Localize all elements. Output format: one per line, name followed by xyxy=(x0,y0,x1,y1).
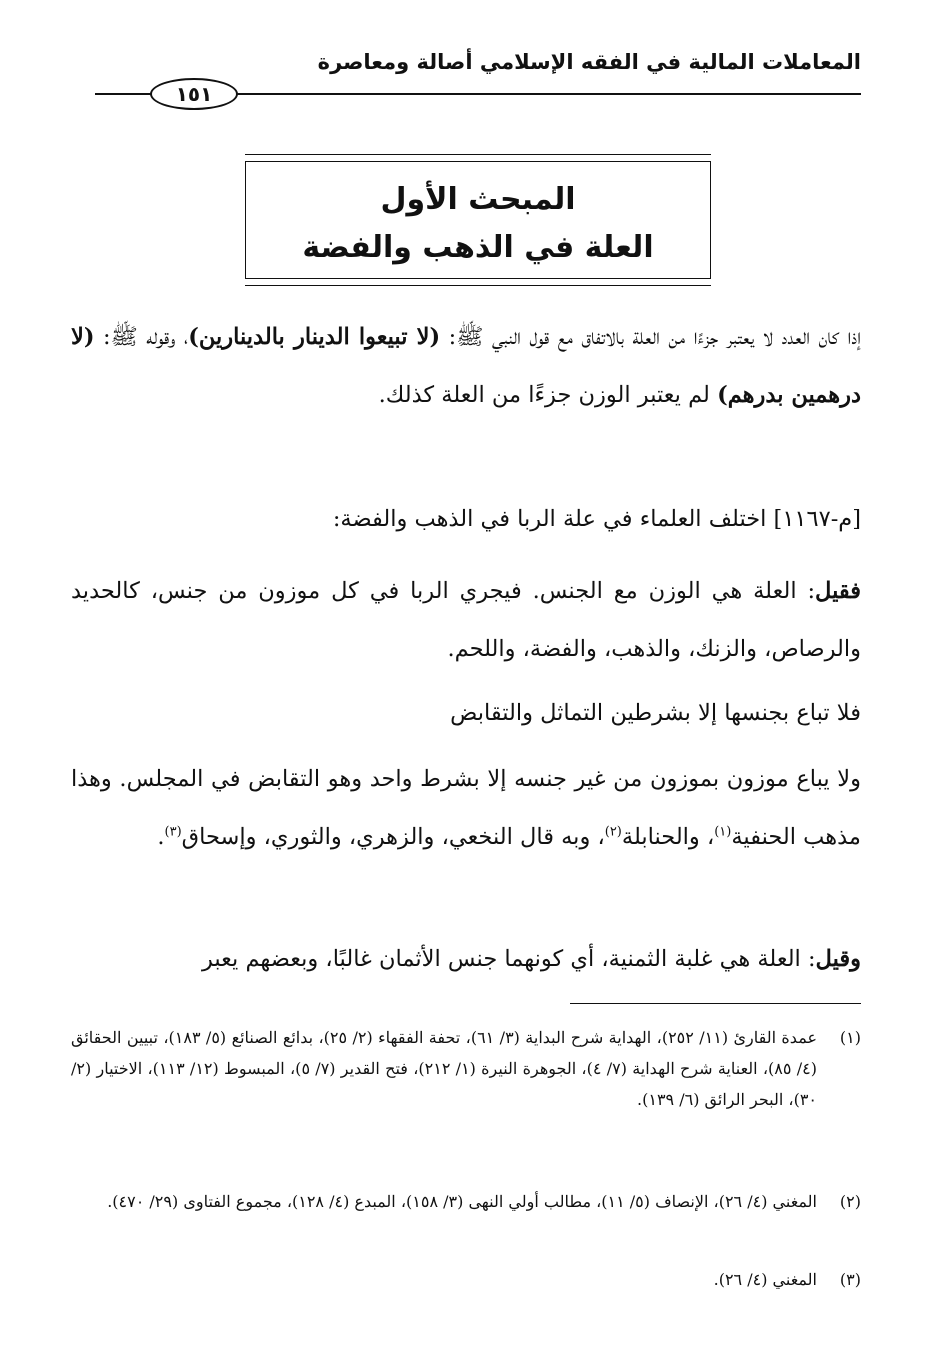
view-lead: فقيل xyxy=(815,578,861,604)
footnote-text: عمدة القارئ (١١/ ٢٥٢)، الهداية شرح البداية (٣/ ٦١)، تحفة الفقهاء (٢/ ٢٥)، بدائع الصنائع (٥/ ١٨٣)، تبيين الحقائق (٤/ ٨٥)، العناية شرح الهداية (٧/ ٤)، الجوهرة النيرة (١/ ٢١٢)، فتح القدير (٧/ ٥)، المبسوط (١٢/ ١١٣)، الاختيار (٢/ ٣٠)، البحر الرائق (٦/ ١٣٩). xyxy=(71,1028,818,1109)
section-title-box xyxy=(245,154,711,286)
paragraph-text: إذا كان العدد لا يعتبر جزءًا من العلة بالاتفاق مع قول النبي ﷺ: xyxy=(440,324,861,350)
paragraph-condition: فلا تباع بجنسها إلا بشرطين التماثل والتقابض xyxy=(450,700,861,726)
paragraph-issue: [م-١١٦٧] اختلف العلماء في علة الربا في الذهب والفضة: xyxy=(332,506,861,532)
footnote-1 xyxy=(71,1022,861,1115)
footnote-ref: (٢) xyxy=(604,824,622,840)
section-title-frame xyxy=(245,161,711,279)
footnote-text: المغني (٤/ ٢٦). xyxy=(713,1270,817,1289)
footnote-rule xyxy=(570,1003,861,1004)
paragraph-second-view xyxy=(71,930,861,988)
section-title: المبحث الأول xyxy=(380,182,576,217)
paragraph-text: . xyxy=(157,824,165,850)
paragraph-intro xyxy=(71,308,861,424)
paragraph-first-view xyxy=(71,562,861,678)
paragraph-text: : العلة هي الوزن مع الجنس. فيجري الربا في كل موزون من جنس، كالحديد والرصاص، والزنك، والذهب، والفضة، واللحم. xyxy=(71,578,861,662)
paragraph-text: لم يعتبر الوزن جزءًا من العلة كذلك. xyxy=(378,382,718,408)
footnote-number: (١) xyxy=(839,1028,861,1047)
footnote-3 xyxy=(71,1264,861,1295)
footnote-number: (٢) xyxy=(839,1192,861,1211)
hadith-quote: (لا درهمين بدرهم) xyxy=(71,324,861,408)
paragraph-text: ، وبه قال النخعي، والزهري، والثوري، وإسحاق xyxy=(181,824,605,850)
footnote-ref: (١) xyxy=(714,824,732,840)
footnote-ref: (٣) xyxy=(164,824,182,840)
running-header-title: المعاملات المالية في الفقه الإسلامي أصالة ومعاصرة xyxy=(317,50,861,74)
footnote-text: المغني (٤/ ٢٦)، الإنصاف (٥/ ١١)، مطالب أولي النهى (٣/ ١٥٨)، المبدع (٤/ ١٢٨)، مجموع الفتاوى (٢٩/ ٤٧٠). xyxy=(107,1192,817,1211)
view-lead: وقيل xyxy=(815,946,861,972)
paragraph-text: ولا يباع موزون بموزون من غير جنسه إلا بشرط واحد وهو التقابض في المجلس. وهذا مذهب الحنفية xyxy=(71,766,861,850)
paragraph-text: ، والحنابلة xyxy=(621,824,715,850)
paragraph-text: : العلة هي غلبة الثمنية، أي كونهما جنس الأثمان غالبًا، وبعضهم يعبر xyxy=(201,946,816,972)
page-number-badge: ١٥١ xyxy=(150,78,238,110)
hadith-quote: (لا تبيعوا الدينار بالدينارين) xyxy=(188,324,441,350)
footnote-number: (٣) xyxy=(839,1270,861,1289)
paragraph-text: ، وقوله ﷺ: xyxy=(94,324,189,350)
footnote-2 xyxy=(71,1186,861,1217)
section-subtitle: العلة في الذهب والفضة xyxy=(302,230,654,265)
paragraph-madhhab xyxy=(71,750,861,866)
